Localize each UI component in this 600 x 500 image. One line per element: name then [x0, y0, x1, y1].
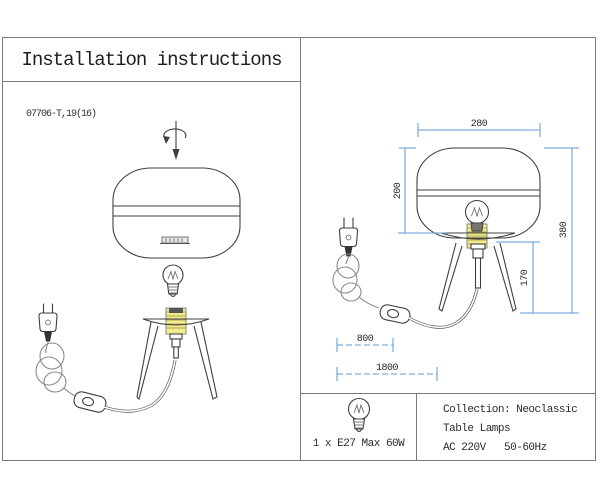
inline-switch-exploded	[73, 390, 108, 413]
spec-collection: Collection: Neoclassic	[443, 404, 578, 416]
screw-rotation-icon	[163, 121, 186, 160]
bulb-spec-cell	[301, 394, 417, 460]
power-plug-exploded	[39, 304, 57, 342]
cord-coil-exploded	[36, 342, 77, 397]
brand-label	[160, 237, 190, 244]
svg-text:1800: 1800	[375, 363, 399, 374]
power-plug-assembled	[340, 218, 358, 257]
svg-text:800: 800	[356, 334, 374, 345]
svg-text:200: 200	[393, 182, 404, 200]
collection-spec-cell	[417, 394, 596, 460]
svg-text:280: 280	[470, 119, 488, 130]
dimension-total-height	[520, 148, 579, 313]
dimension-shade-width	[418, 119, 540, 137]
lampshade-exploded	[113, 168, 240, 258]
tripod-base-assembled	[439, 233, 516, 311]
tripod-base-exploded	[137, 308, 217, 399]
exploded-view	[36, 121, 240, 414]
spec-category: Table Lamps	[443, 423, 511, 435]
page-title: Installation instructions	[21, 48, 282, 71]
svg-text:170: 170	[520, 269, 531, 287]
assembled-view	[333, 119, 579, 381]
dimension-plug-to-switch	[337, 334, 393, 352]
bulb-icon	[341, 397, 377, 437]
inline-switch-assembled	[379, 304, 411, 325]
dimension-cord-length	[337, 363, 437, 381]
svg-text:380: 380	[559, 221, 570, 239]
bulb-spec: 1 x E27 Max 60W	[312, 438, 405, 450]
cord-coil-assembled	[333, 254, 379, 308]
spec-box	[301, 393, 596, 460]
spec-power: AC 220V 50-60Hz	[443, 442, 547, 454]
model-number: 07706-T,19(16)	[26, 109, 97, 120]
bulb-exploded	[163, 265, 183, 297]
